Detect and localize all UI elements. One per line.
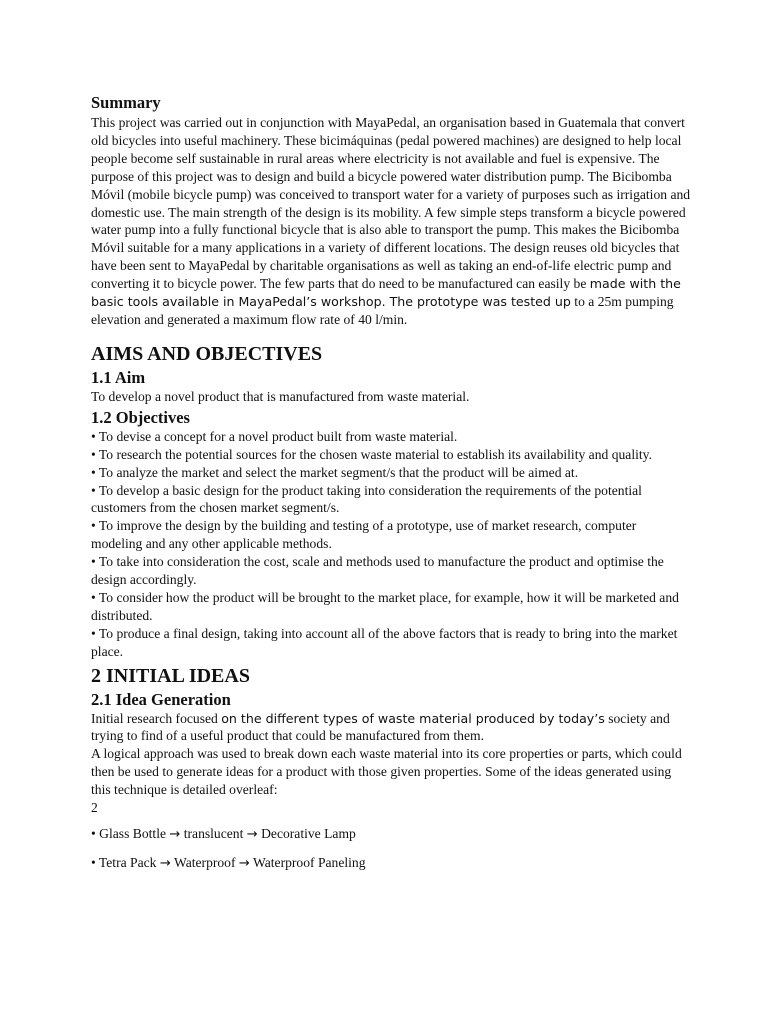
idea-paragraph-2: A logical approach was used to break down each waste material into its core properties or parts, which could then be used to generate ideas for a product with those given properties. Some of the ideas generated using this technique is detailed overleaf:: [91, 746, 682, 798]
objective-item: • To take into consideration the cost, scale and methods used to manufacture the product and optimise the design accordingly.: [91, 554, 664, 588]
example-item: [91, 854, 691, 873]
objective-item: • To devise a concept for a novel product built from waste material.: [91, 428, 458, 444]
objective-item: • To consider how the product will be brought to the market place, for example, how it will be marketed and distributed.: [91, 589, 679, 623]
aim-subheading: 1.1 Aim: [91, 367, 146, 387]
document-page: [91, 92, 691, 873]
summary-heading: Summary: [91, 93, 161, 112]
idea-text-a: Initial research focused: [91, 710, 222, 726]
objective-item: • To analyze the market and select the market segment/s that the product will be aimed at.: [91, 464, 579, 480]
objective-item: • To develop a basic design for the product taking into consideration the requirements of the potential customers from the chosen market segment/s.: [91, 482, 642, 516]
bullet-dot: •: [91, 855, 96, 870]
example-material: Glass Bottle: [99, 826, 167, 841]
example-item: [91, 825, 691, 844]
idea-text-sans: on the different types of waste material produced by today’s: [221, 710, 605, 726]
example-material: Tetra Pack: [98, 855, 157, 870]
summary-text-a: This project was carried out in conjunction with MayaPedal, an organisation based in Guatemala that convert old bicycles into useful machinery. These bicimáquinas (pedal powered machines) are designed to help local people become self sustainable in rural areas where electricity is not available and fuel is expensive. The purpose of this project was to design and build a bicycle powered water distribution pump. The Bicibomba Móvil (mobile bicycle pump) was conceived to transport water for a variety of purposes such as irrigation and domestic use. The main strength of the design is its mobility. A few simple steps transform a bicycle powered water pump into a fully functional bicycle that is also able to transport the pump. This makes the Bicibomba Móvil suitable for a many applications in a variety of different locations. The design reuses old bicycles that have been sent to MayaPedal by charitable organisations as well as taking an end-of-life electric pump and converting it to bicycle power. The few parts that do need to be manufactured can easily be: [91, 115, 691, 292]
aims-heading: AIMS AND OBJECTIVES: [91, 342, 323, 365]
objective-item: • To research the potential sources for the chosen waste material to establish its availability and quality.: [91, 446, 652, 462]
arrow-right-icon: →: [159, 856, 171, 871]
example-property: translucent: [183, 826, 244, 841]
summary-text-c: to a 25m pumping elevation and generated a maximum flow rate of 40 l/min.: [91, 294, 674, 327]
aim-text: To develop a novel product that is manufactured from waste material.: [91, 388, 470, 404]
objective-item: • To improve the design by the building and testing of a prototype, use of market research, computer modeling and any other applicable methods.: [91, 518, 637, 552]
idea-generation-subheading: 2.1 Idea Generation: [91, 689, 231, 709]
page-number: 2: [91, 800, 98, 816]
arrow-right-icon: →: [169, 827, 181, 842]
example-product: Waterproof Paneling: [252, 855, 366, 870]
bullet-dot: •: [91, 826, 96, 841]
arrow-right-icon: →: [238, 856, 250, 871]
example-product: Decorative Lamp: [261, 826, 356, 841]
objective-item: • To produce a final design, taking into account all of the above factors that is ready to bring into the market place.: [91, 625, 678, 659]
idea-text-b: society and trying to find of a useful product that could be manufactured from them.: [91, 710, 670, 744]
example-property: Waterproof: [173, 855, 236, 870]
initial-ideas-heading: 2 INITIAL IDEAS: [91, 664, 250, 687]
idea-paragraph-1: [91, 710, 691, 746]
arrow-right-icon: →: [246, 827, 258, 842]
objectives-subheading: 1.2 Objectives: [91, 407, 190, 427]
summary-text-b: made with the basic tools available in MayaPedal’s workshop. The prototype was tested up: [91, 276, 681, 310]
summary-paragraph: [91, 114, 691, 329]
